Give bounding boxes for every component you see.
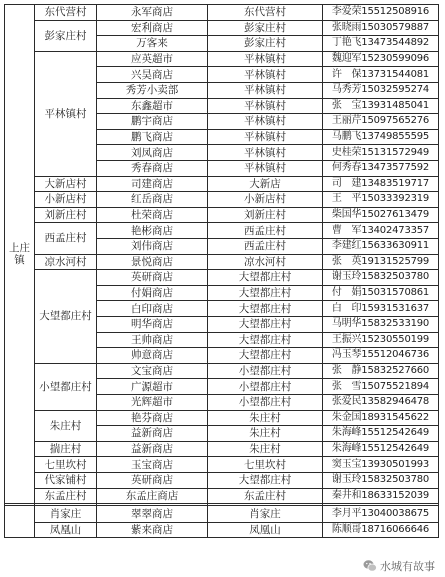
shop-name-cell: 光辉超市 [131, 396, 173, 409]
shop-address-cell: 西孟庄村 [244, 240, 286, 253]
contact-phone-cell: 张爱民13582946478 [331, 396, 430, 408]
shop-name-cell: 益新商店 [131, 427, 173, 440]
contact-phone-cell: 李建红15633630911 [331, 240, 430, 252]
shop-address-cell: 平林镇村 [244, 99, 286, 112]
shop-address-cell: 平林镇村 [244, 115, 286, 128]
shop-name-cell: 英研商店 [131, 271, 173, 284]
contact-phone-cell: 李爱荣15512508916 [331, 6, 430, 18]
shop-name-cell: 广源超市 [131, 380, 173, 393]
shop-name-cell: 应英超市 [131, 53, 173, 66]
shop-address-cell: 大望都庄村 [238, 271, 292, 284]
village-cell: 东代营村 [44, 6, 87, 19]
contact-phone-cell: 司 建13483519717 [331, 177, 430, 189]
shop-name-cell: 文宝商店 [131, 365, 173, 378]
row-divider [4, 537, 439, 538]
contact-phone-cell: 王振兴15230550199 [331, 333, 430, 345]
village-cell: 彭家庄村 [44, 29, 87, 42]
shop-name-cell: 景悦商店 [131, 255, 173, 268]
contact-phone-cell: 柴国华15027613479 [331, 209, 430, 221]
contact-phone-cell: 谢玉玲15832503780 [331, 271, 430, 283]
shop-address-cell: 大望都庄村 [238, 349, 292, 362]
contact-phone-cell: 李月平13040038675 [331, 508, 430, 520]
watermark-text: 水城有故事 [380, 560, 435, 573]
shop-name-cell: 鹏飞商店 [131, 131, 173, 144]
shop-address-cell: 大望都庄村 [238, 287, 292, 300]
village-cell: 七里坎村 [44, 458, 87, 471]
shop-name-cell: 刘凤商店 [131, 146, 173, 159]
village-cell: 小新店村 [44, 193, 87, 206]
township-cell [5, 507, 34, 537]
contact-phone-cell: 付 娟15031570861 [331, 287, 430, 299]
shop-address-cell: 朱庄村 [249, 443, 281, 456]
village-cell: 肖家庄 [49, 508, 82, 521]
contact-phone-cell: 魏迎军15230599096 [331, 53, 430, 65]
village-cell: 刘新庄村 [44, 209, 87, 222]
contact-phone-cell: 白 印15931531637 [331, 302, 430, 314]
contact-phone-cell: 陈顺哥18716066646 [331, 524, 430, 536]
shop-address-cell: 小新店村 [244, 193, 286, 206]
shop-name-cell: 秀春商店 [131, 162, 173, 175]
shop-address-cell: 彭家庄村 [244, 21, 286, 34]
column-divider [34, 4, 35, 538]
shop-address-cell: 平林镇村 [244, 53, 286, 66]
village-cell: 大新店村 [44, 177, 87, 190]
shop-name-cell: 秀芳小卖部 [125, 84, 179, 97]
contact-phone-cell: 张 静15832527660 [331, 365, 430, 377]
contact-phone-cell: 朱金国18931545622 [331, 411, 430, 423]
contact-phone-cell: 秦井和18633152039 [331, 489, 430, 501]
shop-address-cell: 凉水河村 [244, 255, 286, 268]
village-cell: 西孟庄村 [44, 232, 87, 245]
shop-name-cell: 王帅商店 [131, 333, 173, 346]
shop-address-cell: 西孟庄村 [244, 224, 286, 237]
shop-name-cell: 帅意商店 [131, 349, 173, 362]
village-cell: 凤凰山 [49, 524, 82, 537]
contact-phone-cell: 曹 军13402473357 [331, 224, 430, 236]
contact-phone-cell: 谢玉玲15832503780 [331, 474, 430, 486]
contact-phone-cell: 马明华15832533190 [331, 318, 430, 330]
shop-address-cell: 平林镇村 [244, 146, 286, 159]
shop-name-cell: 东鑫超市 [131, 99, 173, 112]
shop-address-cell: 彭家庄村 [244, 37, 286, 50]
contact-phone-cell: 马秀芳15032595274 [331, 84, 430, 96]
column-divider [322, 4, 323, 538]
contact-phone-cell: 何秀春13473577592 [331, 162, 430, 174]
column-divider [4, 4, 5, 538]
contact-phone-cell: 丁艳飞13473544892 [331, 37, 430, 49]
shop-address-cell: 刘新庄村 [244, 209, 286, 222]
village-cell: 大望都庄村 [39, 310, 92, 323]
shop-address-cell: 大望都庄村 [238, 333, 292, 346]
shop-name-cell: 艳彬商店 [131, 224, 173, 237]
wechat-icon [363, 559, 377, 573]
shop-name-cell: 玉宝商店 [131, 458, 173, 471]
column-divider [438, 4, 439, 538]
shop-address-cell: 平林镇村 [244, 68, 286, 81]
shop-address-cell: 朱庄村 [249, 427, 281, 440]
contact-phone-cell: 王丽芹15097565276 [331, 115, 430, 127]
contact-phone-cell: 王 平15033392319 [331, 193, 430, 205]
shop-address-cell: 凤凰山 [249, 524, 281, 537]
shop-address-cell: 大望都庄村 [238, 318, 292, 331]
shop-name-cell: 紫来商店 [131, 524, 173, 537]
shop-address-cell: 大望都庄村 [238, 474, 292, 487]
shop-address-cell: 平林镇村 [244, 84, 286, 97]
column-divider [96, 4, 97, 538]
shop-name-cell: 付娟商店 [131, 287, 173, 300]
shop-address-cell: 肖家庄 [249, 508, 281, 521]
shop-address-cell: 朱庄村 [249, 411, 281, 424]
contact-phone-cell: 张晓雨15030579887 [331, 21, 430, 33]
shop-name-cell: 宏利商店 [131, 21, 173, 34]
column-divider [207, 4, 208, 538]
shop-address-cell: 七里坎村 [244, 458, 286, 471]
shop-name-cell: 东孟庄商店 [125, 489, 179, 502]
contact-phone-cell: 许 保13731544081 [331, 68, 430, 80]
shop-address-cell: 平林镇村 [244, 162, 286, 175]
watermark [361, 558, 437, 574]
shop-name-cell: 万客来 [136, 37, 168, 50]
shop-name-cell: 艳芬商店 [131, 411, 173, 424]
shop-address-cell: 东孟庄村 [244, 489, 286, 502]
contact-phone-cell: 马鹏飞13749855595 [331, 131, 430, 143]
contact-phone-cell: 张 英19131525799 [331, 255, 430, 267]
row-divider [4, 503, 439, 504]
village-cell: 平林镇村 [44, 107, 87, 120]
shop-name-cell: 益新商店 [131, 443, 173, 456]
shop-name-cell: 白印商店 [131, 302, 173, 315]
township-cell: 上庄镇 [9, 242, 30, 267]
village-cell: 小望都庄村 [39, 380, 92, 393]
village-cell: 代家铺村 [44, 474, 87, 487]
shop-address-cell: 平林镇村 [244, 131, 286, 144]
shop-address-cell: 东代营村 [244, 6, 286, 19]
contact-phone-cell: 张 宝13931485041 [331, 99, 430, 111]
shop-directory-table [4, 4, 439, 538]
shop-name-cell: 红岳商店 [131, 193, 173, 206]
row-divider [4, 4, 439, 5]
shop-name-cell: 明华商店 [131, 318, 173, 331]
shop-name-cell: 永军商店 [131, 6, 173, 19]
shop-name-cell: 鹏宇商店 [131, 115, 173, 128]
shop-address-cell: 大望都庄村 [238, 302, 292, 315]
shop-name-cell: 英研商店 [131, 474, 173, 487]
village-cell: 东孟庄村 [44, 489, 87, 502]
shop-name-cell: 兴昊商店 [131, 68, 173, 81]
shop-name-cell: 杜荣商店 [131, 209, 173, 222]
contact-phone-cell: 朱海峰15512542649 [331, 443, 430, 455]
shop-name-cell: 刘伟商店 [131, 240, 173, 253]
shop-address-cell: 大新店 [249, 177, 281, 190]
shop-address-cell: 小望都庄村 [238, 396, 292, 409]
shop-name-cell: 翠翠商店 [131, 508, 173, 521]
contact-phone-cell: 张 雪15075521894 [331, 380, 430, 392]
shop-address-cell: 小望都庄村 [238, 365, 292, 378]
row-divider [4, 505, 439, 506]
shop-address-cell: 小望都庄村 [238, 380, 292, 393]
village-cell: 揣庄村 [49, 443, 82, 456]
contact-phone-cell: 冯玉琴15512046736 [331, 349, 430, 361]
shop-name-cell: 司建商店 [131, 177, 173, 190]
village-cell: 朱庄村 [49, 419, 82, 432]
contact-phone-cell: 窦玉宝13930501993 [331, 458, 430, 470]
village-cell: 凉水河村 [44, 255, 87, 268]
contact-phone-cell: 朱海峰15512542649 [331, 427, 430, 439]
contact-phone-cell: 史桂荣15131572949 [331, 146, 430, 158]
